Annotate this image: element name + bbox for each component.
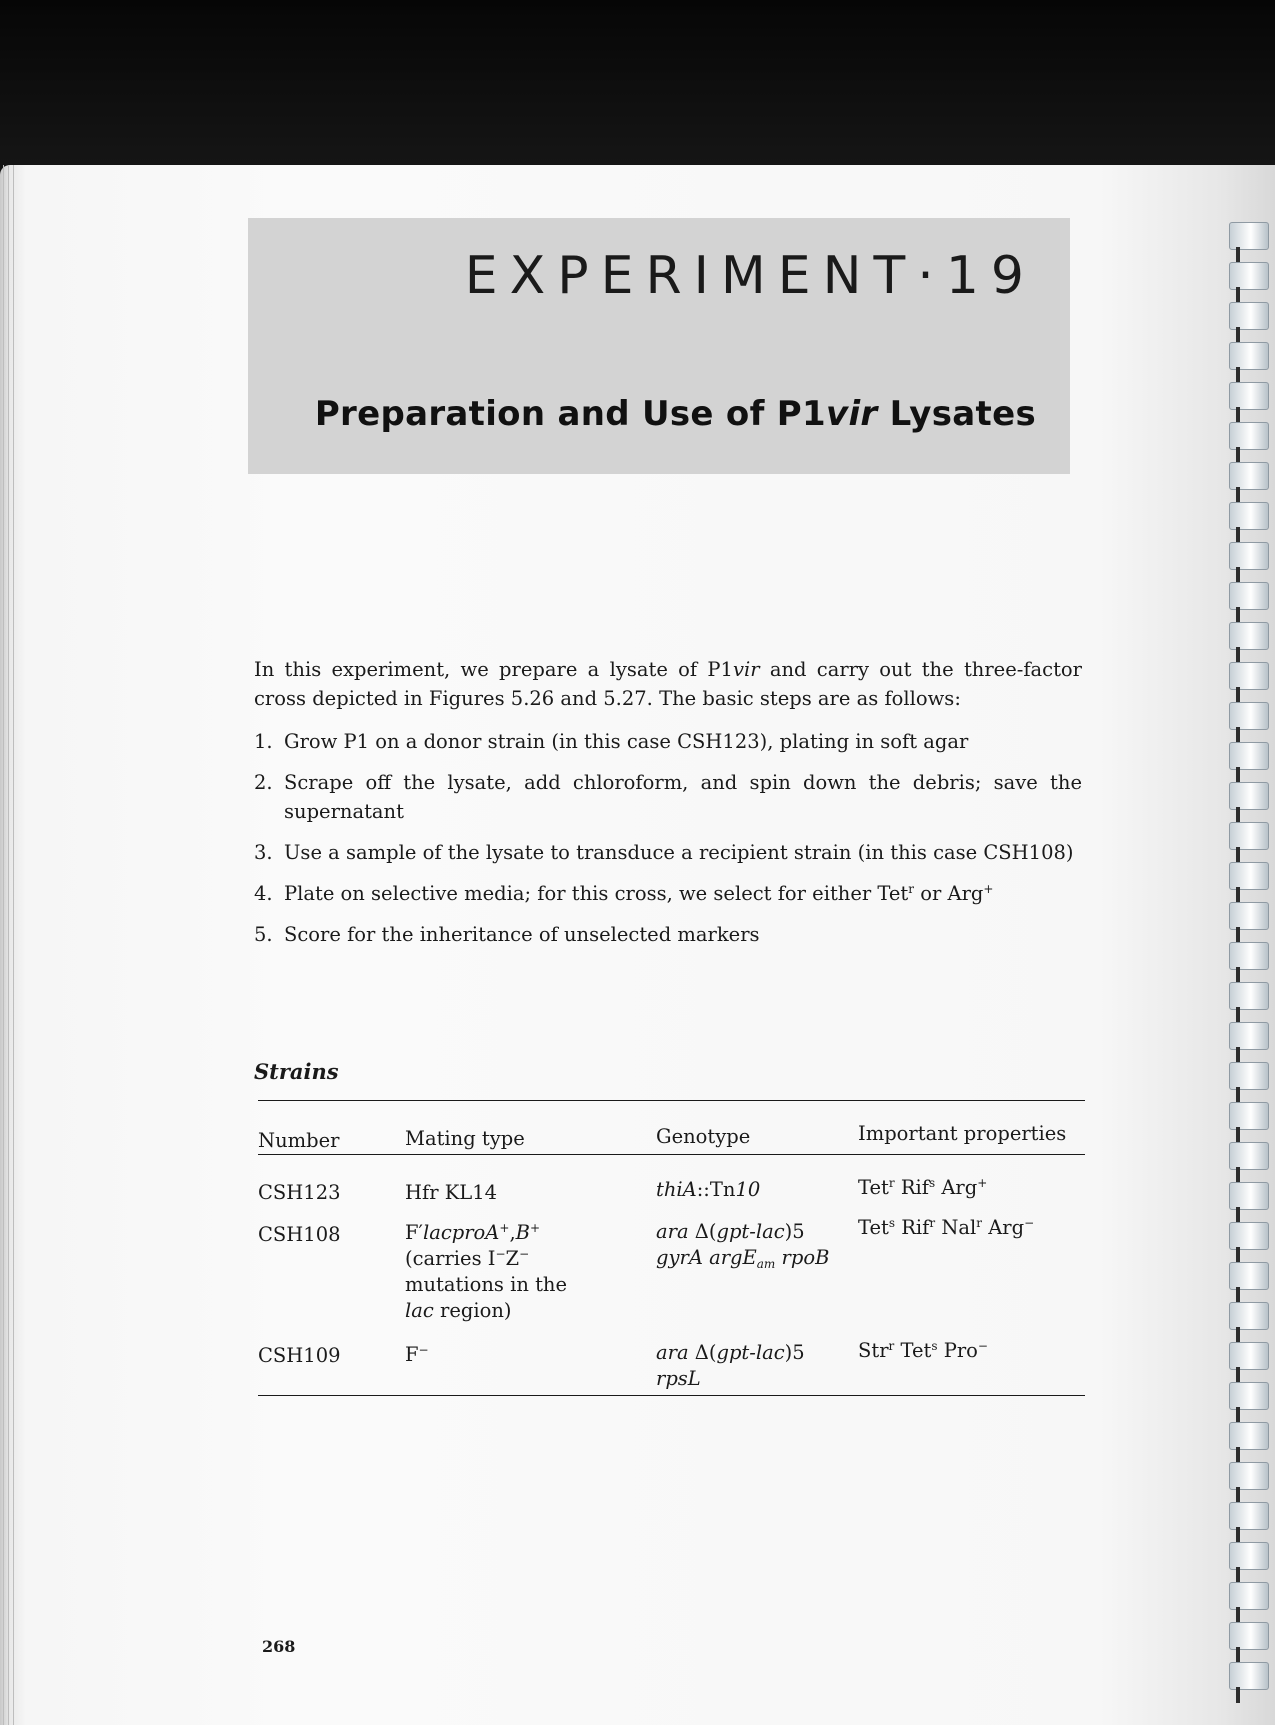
spiral-binding (1229, 170, 1267, 1720)
binding-coil (1229, 1622, 1269, 1650)
binding-coil (1229, 1502, 1269, 1530)
cell-number: CSH109 (258, 1344, 341, 1367)
binding-coil (1229, 662, 1269, 690)
list-item: 3. Use a sample of the lysate to transduce a recipient strain (in this case CSH108) (254, 841, 1074, 864)
binding-coil (1229, 582, 1269, 610)
binding-coil (1229, 542, 1269, 570)
table-rule-top (258, 1100, 1085, 1101)
page-edge (3, 165, 4, 1725)
binding-coil (1229, 1382, 1269, 1410)
binding-coil (1229, 862, 1269, 890)
scan-background (0, 0, 1275, 175)
binding-coil (1229, 702, 1269, 730)
column-header-genotype: Genotype (656, 1125, 751, 1148)
binding-coil (1229, 1182, 1269, 1210)
list-item: 1. Grow P1 on a donor strain (in this case CSH123), plating in soft agar (254, 730, 969, 753)
list-item: 2. Scrape off the lysate, add chloroform, and spin down the debris; save the supernatant (254, 771, 1082, 823)
column-header-mating-type: Mating type (405, 1127, 525, 1150)
binding-coil (1229, 1022, 1269, 1050)
binding-coil (1229, 942, 1269, 970)
page-edge (8, 165, 9, 1725)
table-rule-header (258, 1154, 1085, 1155)
cell-number: CSH123 (258, 1181, 341, 1204)
list-item: 4. Plate on selective media; for this cross, we select for either Tet$^r$ or Arg+ (254, 882, 994, 905)
binding-coil (1229, 782, 1269, 810)
binding-coil (1229, 382, 1269, 410)
binding-coil (1229, 822, 1269, 850)
column-header-properties: Important properties (858, 1122, 1067, 1145)
cell-genotype: thiA::Tn10 (656, 1178, 761, 1201)
steps-list (254, 727, 1082, 949)
binding-coil (1229, 422, 1269, 450)
page-number: 268 (262, 1637, 296, 1656)
binding-coil (1229, 1662, 1269, 1690)
list-item: 5. Score for the inheritance of unselected markers (254, 923, 760, 946)
cell-number: CSH108 (258, 1223, 341, 1246)
binding-coil (1229, 982, 1269, 1010)
cell-genotype: ara Δ(gpt-lac)5 rpsL (656, 1341, 805, 1390)
binding-coil (1229, 1062, 1269, 1090)
title-text-end: Lysates (877, 394, 1036, 434)
binding-coil (1229, 1342, 1269, 1370)
binding-coil (1229, 1142, 1269, 1170)
cell-properties: Tet$^r$ Rif$^s$ Arg+ (858, 1176, 988, 1199)
binding-coil (1229, 1582, 1269, 1610)
binding-coil (1229, 462, 1269, 490)
cell-mating-type: F− (405, 1343, 429, 1366)
binding-coil (1229, 342, 1269, 370)
cell-mating-type: Hfr KL14 (405, 1181, 498, 1204)
binding-coil (1229, 902, 1269, 930)
binding-coil (1229, 1222, 1269, 1250)
cell-mating-type: F′lacproA+,B+ (carries I−Z− mutations in the lac region) (405, 1221, 568, 1322)
page-edge (13, 165, 14, 1725)
experiment-number: EXPERIMENT·19 (464, 246, 1036, 306)
title-italic: vir (826, 394, 878, 434)
binding-coil (1229, 622, 1269, 650)
intro-paragraph: In this experiment, we prepare a lysate of P1vir and carry out the three-factor cross depicted in Figures 5.26 and 5.27. The basic steps are as follows: (254, 658, 1082, 710)
binding-coil (1229, 502, 1269, 530)
column-header-number: Number (258, 1129, 340, 1152)
cell-genotype: ara Δ(gpt-lac)5 gyrA argE$_{am}$ rpoB (656, 1220, 830, 1271)
binding-coil (1229, 742, 1269, 770)
chapter-header (248, 218, 1070, 474)
title-text: Preparation and Use of P1 (314, 394, 826, 434)
strains-heading: Strains (254, 1059, 339, 1084)
main-text (254, 655, 1082, 961)
binding-coil (1229, 1302, 1269, 1330)
binding-coil (1229, 1262, 1269, 1290)
binding-coil (1229, 1462, 1269, 1490)
binding-coil (1229, 262, 1269, 290)
page-title (315, 394, 1036, 434)
binding-coil (1229, 222, 1269, 250)
binding-coil (1229, 1422, 1269, 1450)
binding-coil (1229, 1542, 1269, 1570)
binding-coil (1229, 302, 1269, 330)
cell-properties: Str$^r$ Tet$^s$ Pro− (858, 1339, 988, 1362)
binding-coil (1229, 1102, 1269, 1130)
table-rule-bottom (258, 1395, 1085, 1396)
cell-properties: Tet$^s$ Rif$^r$ Nal$^r$ Arg− (858, 1216, 1035, 1239)
